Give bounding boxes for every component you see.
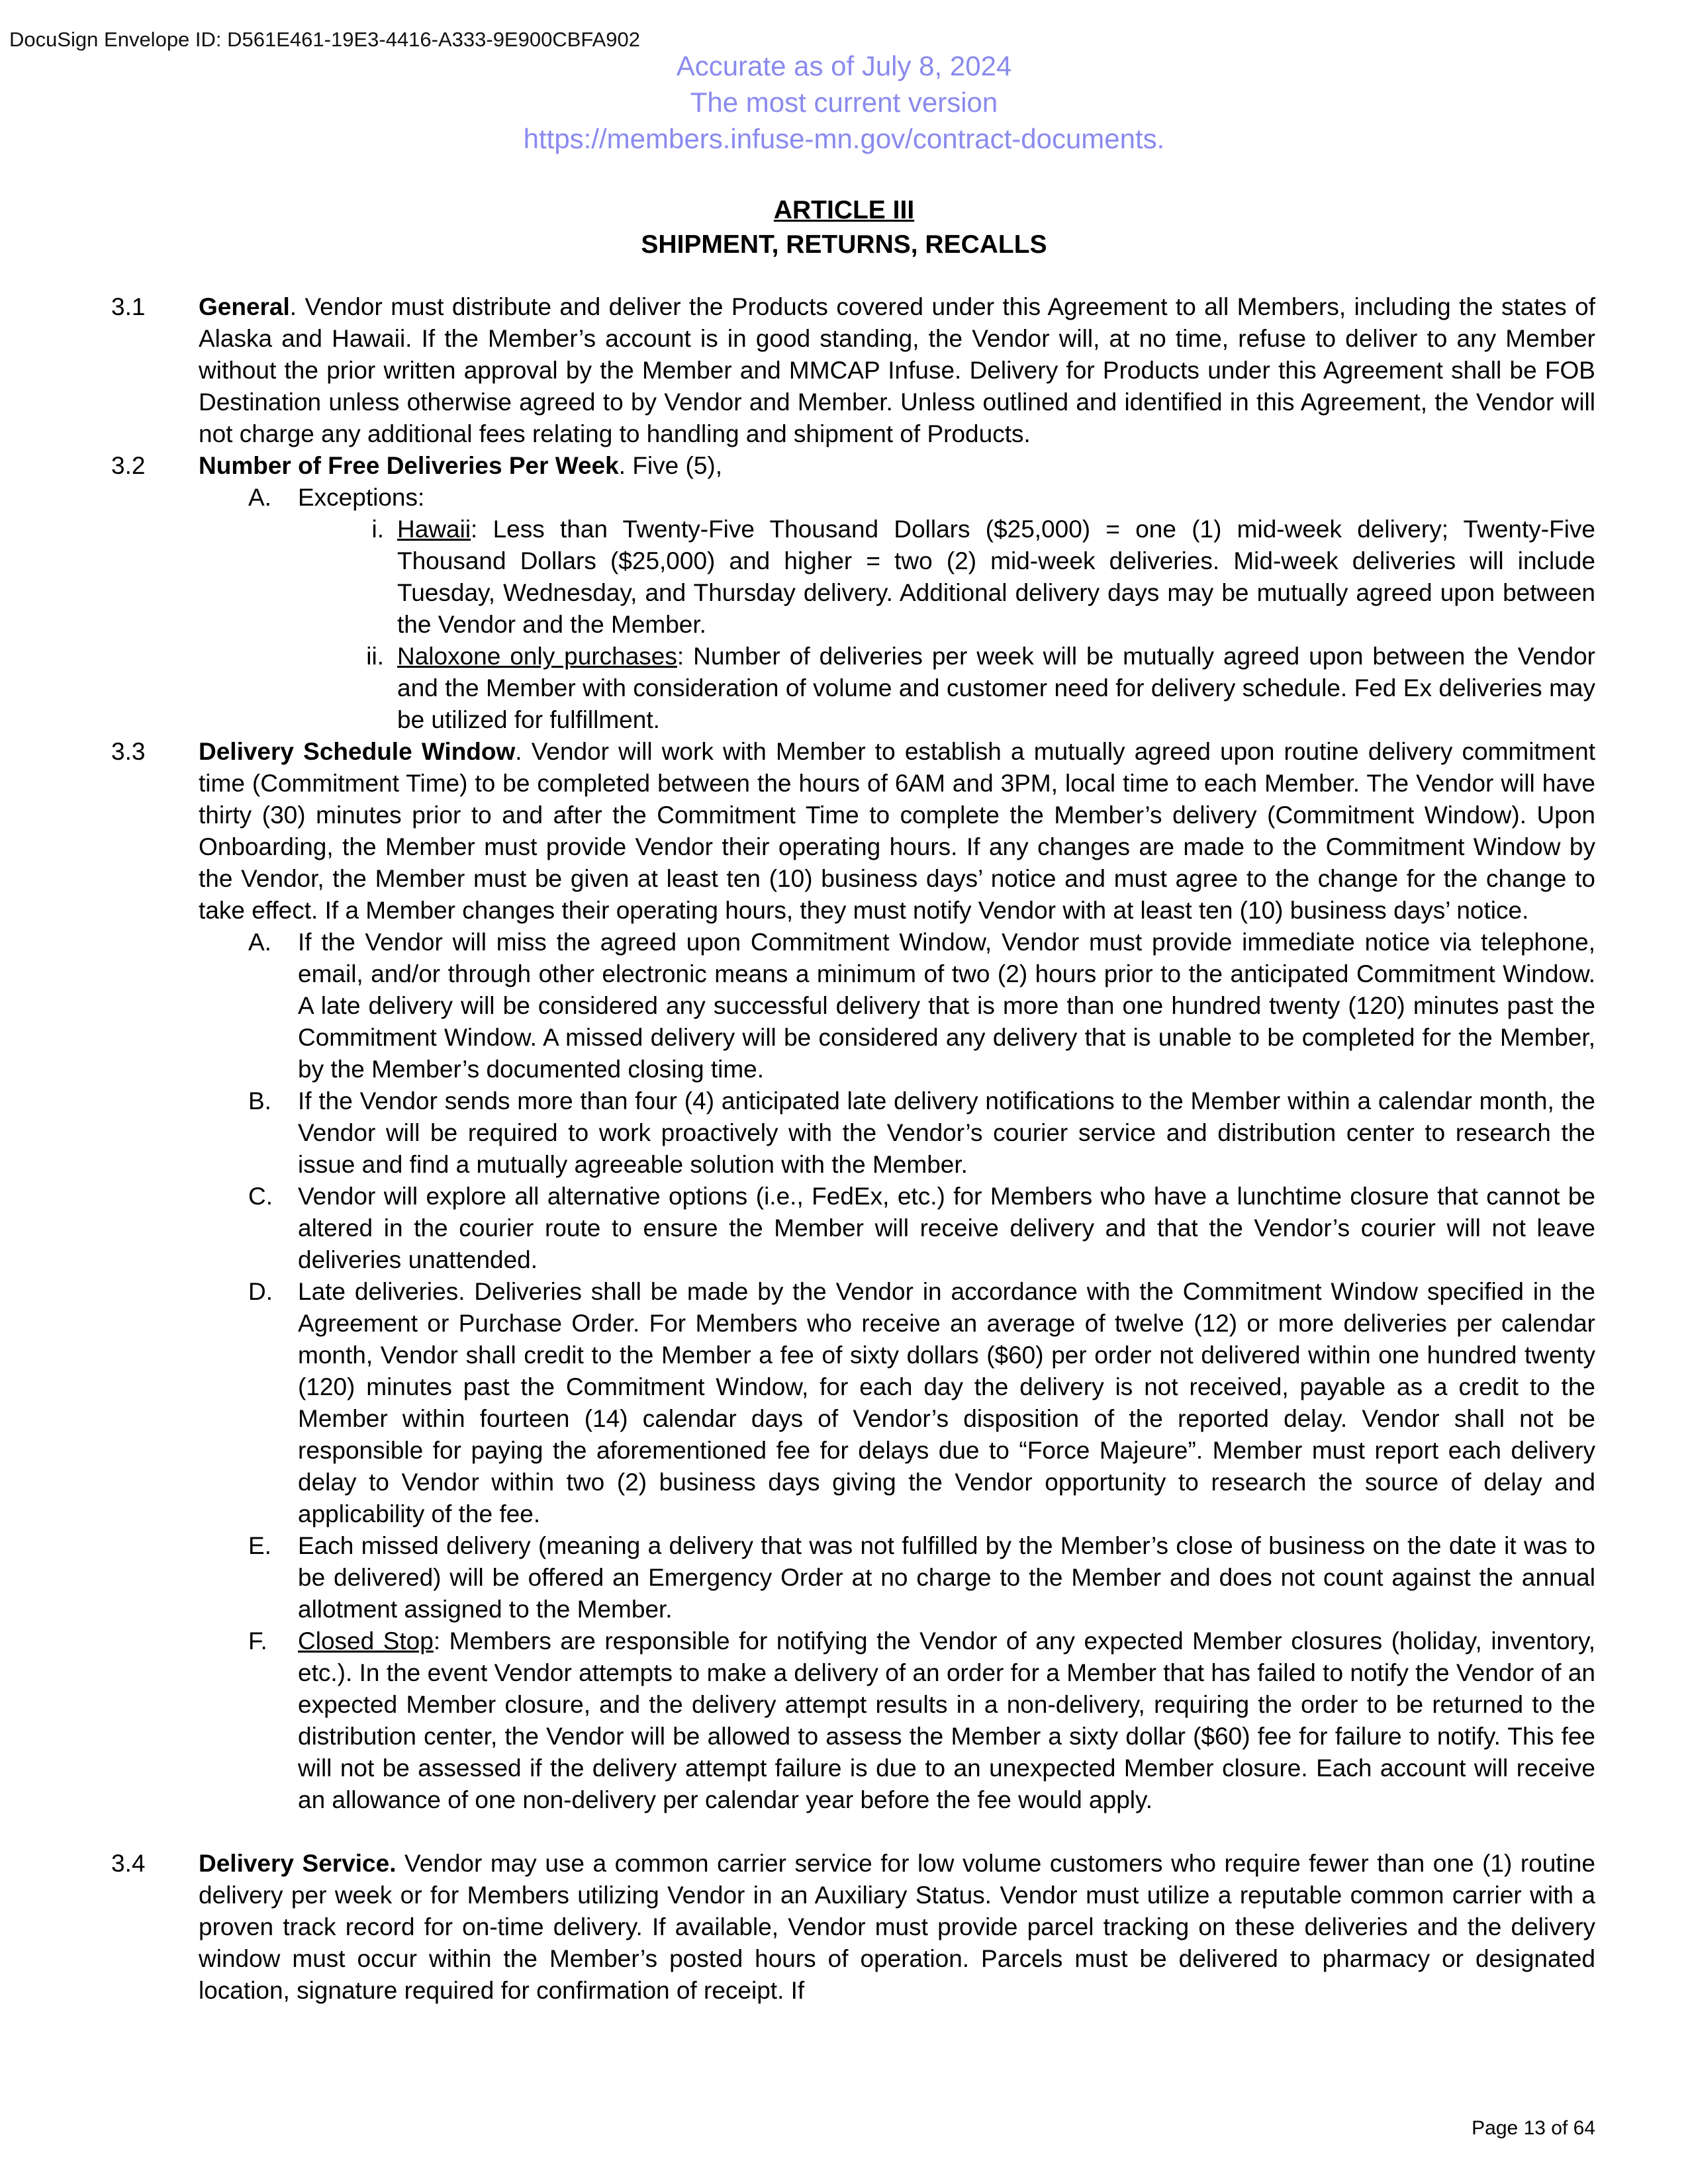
list-heading: Naloxone only purchases (397, 643, 677, 670)
list-text: : Members are responsible for notifying the Vendor of any expected Member closures (holiday, inventory, etc.). In the event Vendor attempts to make a delivery of an order for a Member that has failed to notify the Vendor of an expected Member closure, and the delivery attempt results in a non-delivery, requiring the order to be returned to the distribution center, the Vendor will be allowed to assess the Member a sixty dollar ($60) fee for failure to notify. This fee will not be assessed if the delivery attempt failure is due to an unexpected Member closure. Each account will receive an allowance of one non-delivery per calendar year before the fee would apply. (298, 1627, 1595, 1813)
list-item-d (248, 1276, 1595, 1530)
list-marker: E. (248, 1532, 271, 1559)
list-marker: D. (248, 1278, 273, 1305)
section-3-1 (111, 291, 1595, 450)
section-heading: General (199, 293, 290, 320)
docusign-envelope-id: DocuSign Envelope ID: D561E461-19E3-4416-A333-9E900CBFA902 (9, 28, 641, 51)
article-title: SHIPMENT, RETURNS, RECALLS (641, 230, 1047, 259)
section-number: 3.1 (111, 293, 146, 320)
list-marker: C. (248, 1183, 273, 1210)
accuracy-watermark (0, 48, 1688, 157)
list-item-a (248, 927, 1595, 1085)
section-3-3-items (199, 927, 1595, 1816)
list-marker: A. (248, 484, 271, 511)
list-item-f (248, 1625, 1595, 1816)
list-marker: B. (248, 1087, 271, 1115)
list-marker: F. (248, 1627, 267, 1655)
list-item-c (248, 1181, 1595, 1276)
section-text: Vendor may use a common carrier service for low volume customers who require fewer than one (1) routine delivery per week or for Members utilizing Vendor in an Auxiliary Status. Vendor must utilize a reputable common carrier with a proven track record for on-time delivery. If available, Vendor must provide parcel tracking on these deliveries and the delivery window must occur within the Member’s posted hours of operation. Parcels must be delivered to pharmacy or designated location, signature required for confirmation of receipt. If (199, 1850, 1595, 2004)
watermark-version-line: The most current version (690, 87, 998, 118)
section-number: 3.4 (111, 1850, 146, 1877)
page-number: Page 13 of 64 (1472, 2117, 1595, 2139)
list-text: : Number of deliveries per week will be mutually agreed upon between the Vendor and the Member with consideration of volume and customer need for delivery schedule. Fed Ex deliveries may be utilized for fulfillment. (397, 643, 1595, 733)
section-3-4 (111, 1848, 1595, 2007)
list-marker: i. (371, 516, 384, 543)
watermark-url-line: https://members.infuse-mn.gov/contract-documents. (523, 123, 1165, 154)
section-text: . Vendor must distribute and deliver the Products covered under this Agreement to all Members, including the states of Alaska and Hawaii. If the Member’s account is in good standing, the Vendor will, at no time, refuse to deliver to any Member without the prior written approval by the Member and MMCAP Infuse. Delivery for Products under this Agreement shall be FOB Destination unless otherwise agreed to by Vendor and Member. Unless outlined and identified in this Agreement, the Vendor will not charge any additional fees relating to handling and shipment of Products. (199, 293, 1595, 447)
list-item-a (248, 482, 1595, 514)
list-text: If the Vendor sends more than four (4) anticipated late delivery notifications to the Member within a calendar month, the Vendor will be required to work proactively with the Vendor’s courier service and distribution center to research the issue and find a mutually agreeable solution with the Member. (298, 1087, 1595, 1178)
list-item-i (371, 514, 1595, 641)
list-text: Vendor will explore all alternative options (i.e., FedEx, etc.) for Members who have a lunchtime closure that cannot be altered in the courier route to ensure the Member will receive delivery and that the Vendor’s courier will not leave deliveries unattended. (298, 1183, 1595, 1273)
section-3-2 (111, 450, 1595, 482)
section-text: . Five (5), (618, 452, 723, 479)
section-heading: Delivery Service. (199, 1850, 397, 1877)
section-3-2-items (199, 482, 1595, 736)
list-item-ii (366, 641, 1595, 736)
article-heading (0, 193, 1688, 262)
list-text: Late deliveries. Deliveries shall be made by the Vendor in accordance with the Commitment Window specified in the Agreement or Purchase Order. For Members who receive an average of twelve (12) or more deliveries per calendar month, Vendor shall credit to the Member a fee of sixty dollars ($60) per order not delivered within one hundred twenty (120) minutes past the Commitment Window, for each day the delivery is not received, payable as a credit to the Member within fourteen (14) calendar days of Vendor’s disposition of the reported delay. Vendor shall not be responsible for paying the aforementioned fee for delays due to “Force Majeure”. Member must report each delivery delay to Vendor within two (2) business days giving the Vendor opportunity to research the source of delay and applicability of the fee. (298, 1278, 1595, 1527)
list-item-e (248, 1530, 1595, 1625)
section-text: . Vendor will work with Member to establish a mutually agreed upon routine delivery commitment time (Commitment Time) to be completed between the hours of 6AM and 3PM, local time to each Member. The Vendor will have thirty (30) minutes prior to and after the Commitment Time to complete the Member’s delivery (Commitment Window). Upon Onboarding, the Member must provide Vendor their operating hours. If any changes are made to the Commitment Window by the Vendor, the Member must be given at least ten (10) business days’ notice and must agree to the change for the change to take effect. If a Member changes their operating hours, they must notify Vendor with at least ten (10) business days’ notice. (199, 738, 1595, 924)
article-number: ARTICLE III (773, 196, 915, 224)
list-text: Exceptions: (298, 484, 425, 511)
list-heading: Closed Stop (298, 1627, 434, 1655)
section-3-3 (111, 736, 1595, 927)
section-number: 3.2 (111, 452, 146, 479)
section-heading: Delivery Schedule Window (199, 738, 516, 765)
list-heading: Hawaii (397, 516, 471, 543)
list-text: If the Vendor will miss the agreed upon Commitment Window, Vendor must provide immediate notice via telephone, email, and/or through other electronic means a minimum of two (2) hours prior to the anticipated Commitment Window. A late delivery will be considered any successful delivery that is more than one hundred twenty (120) minutes past the Commitment Window. A missed delivery will be considered any delivery that is unable to be completed for the Member, by the Member’s documented closing time. (298, 929, 1595, 1083)
paragraph-gap (0, 1816, 1688, 1848)
section-heading: Number of Free Deliveries Per Week (199, 452, 619, 479)
list-item-b (248, 1085, 1595, 1181)
list-text: Each missed delivery (meaning a delivery that was not fulfilled by the Member’s close of business on the date it was to be delivered) will be offered an Emergency Order at no charge to the Member and does not count against the annual allotment assigned to the Member. (298, 1532, 1595, 1623)
list-marker: A. (248, 929, 271, 956)
watermark-date-line: Accurate as of July 8, 2024 (676, 50, 1012, 81)
document-body (0, 291, 1688, 2007)
section-number: 3.3 (111, 738, 146, 765)
list-text: : Less than Twenty-Five Thousand Dollars ($25,000) = one (1) mid-week delivery; Twenty-Five Thousand Dollars ($25,000) and higher = two (2) mid-week deliveries. Mid-week deliveries will include Tuesday, Wednesday, and Thursday delivery. Additional delivery days may be mutually agreed upon between the Vendor and the Member. (397, 516, 1595, 638)
list-marker: ii. (366, 643, 384, 670)
